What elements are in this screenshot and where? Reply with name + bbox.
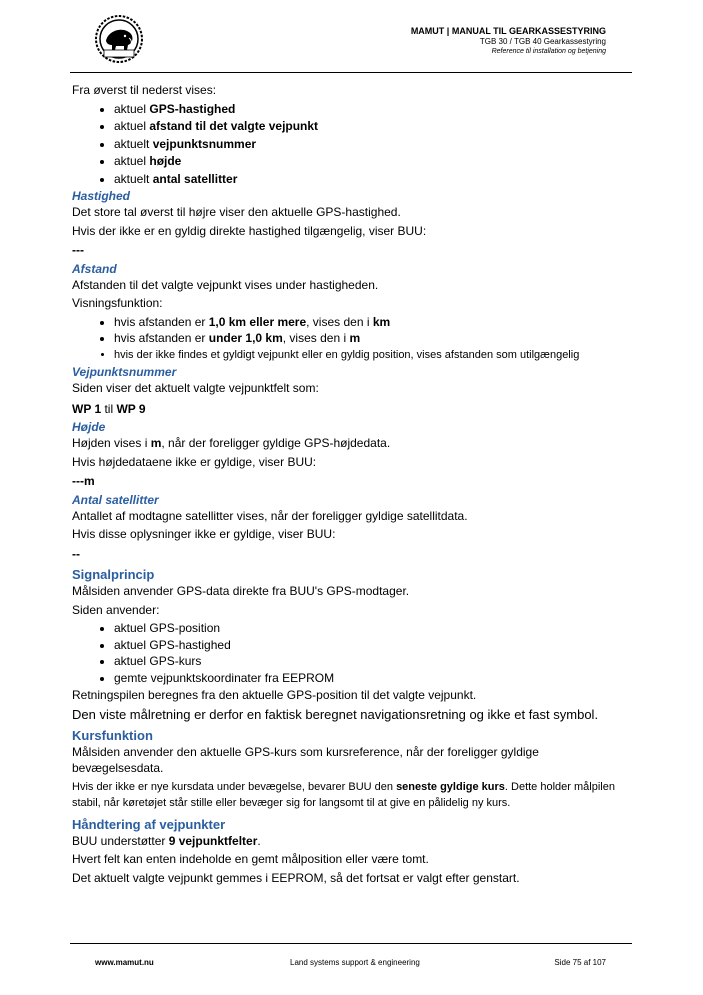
header-title: MAMUT | MANUAL TIL GEARKASSESTYRING	[410, 26, 606, 36]
code-value: ---m	[72, 474, 95, 488]
afstand-list	[72, 314, 632, 364]
paragraph: Siden anvender:	[72, 602, 160, 617]
intro-text: Fra øverst til nederst vises:	[72, 83, 217, 97]
paragraph: Hvert felt kan enten indeholde en gemt målposition eller være tomt.	[72, 852, 429, 866]
paragraph: Det aktuelt valgte vejpunkt gemmes i EEPROM, så det fortsat er valgt efter genstart.	[72, 870, 520, 885]
paragraph: Hvis disse oplysninger ikke er gyldige, viser BUU:	[72, 527, 336, 541]
paragraph: Retningspilen beregnes fra den aktuelle GPS-position til det valgte vejpunkt.	[72, 688, 477, 702]
list-item: • aktuel afstand til det valgte vejpunkt	[114, 118, 632, 135]
list-item: • aktuel GPS-kurs	[114, 653, 632, 670]
heading-afstand: Afstand	[72, 261, 117, 276]
code-value: ---	[72, 243, 84, 257]
heading-hastighed: Hastighed	[72, 189, 131, 203]
footer-tagline: Land systems support & engineering	[290, 958, 420, 967]
paragraph: Hvis der ikke er en gyldig direkte hastighed tilgængelig, viser BUU:	[72, 223, 427, 238]
paragraph: Det store tal øverst til højre viser den aktuelle GPS-hastighed.	[72, 205, 401, 219]
signal-list	[72, 620, 632, 686]
footer-page-number: Side 75 af 107	[554, 958, 606, 967]
paragraph: Siden viser det aktuelt valgte vejpunktfelt som:	[72, 381, 319, 395]
list-item: • hvis der ikke findes et gyldigt vejpunkt eller en gyldig position, vises afstanden som utilgængelig	[114, 347, 632, 364]
list-item: • aktuelt antal satellitter	[114, 171, 632, 188]
page-content	[72, 82, 632, 888]
paragraph: Hvis der ikke er nye kursdata under bevægelse, bevarer BUU den seneste gyldige kurs. Dette holder målpilen stabil, når køretøjet står stille eller bevæger sig for langsomt til at give en pålidelig ny kurs.	[72, 780, 615, 809]
paragraph: Målsiden anvender den aktuelle GPS-kurs som kursreference, når der foreligger gyldige bevægelsesdata.	[72, 744, 539, 775]
paragraph: Hvis højdedataene ikke er gyldige, viser BUU:	[72, 454, 317, 469]
paragraph: Målsiden anvender GPS-data direkte fra BUU's GPS-modtager.	[72, 584, 410, 598]
list-item: • aktuel GPS-hastighed	[114, 637, 632, 654]
paragraph: Den viste målretning er derfor en faktisk beregnet navigationsretning og ikke et fast symbol.	[72, 706, 599, 722]
paragraph: Antallet af modtagne satellitter vises, når der foreligger gyldige satellitdata.	[72, 508, 468, 523]
page-header	[0, 0, 703, 74]
paragraph: Højden vises i m, når der foreligger gyldige GPS-højdedata.	[72, 436, 391, 450]
list-item: • aktuel GPS-position	[114, 620, 632, 637]
list-item: • hvis afstanden er 1,0 km eller mere, vises den i km	[114, 314, 632, 331]
paragraph: Visningsfunktion:	[72, 296, 163, 310]
code-value: --	[72, 546, 80, 561]
paragraph: BUU understøtter 9 vejpunktfelter.	[72, 833, 261, 848]
list-item: • aktuel GPS-hastighed	[114, 101, 632, 118]
header-subtitle: TGB 30 / TGB 40 Gearkassestyring	[479, 37, 606, 46]
waypoint-range: WP 1 til WP 9	[72, 401, 146, 416]
heading-antal-satellitter: Antal satellitter	[72, 492, 159, 507]
list-item: • gemte vejpunktskoordinater fra EEPROM	[114, 670, 632, 687]
header-subtitle-2: Reference til installation og betjening	[491, 48, 606, 55]
list-item: • aktuel højde	[114, 153, 632, 170]
header-divider	[70, 72, 632, 73]
heading-hojde: Højde	[72, 420, 106, 434]
footer-divider	[70, 943, 632, 944]
heading-vejpunktsnummer: Vejpunktsnummer	[72, 365, 177, 379]
list-item: • aktuelt vejpunktsnummer	[114, 136, 632, 153]
list-item: • hvis afstanden er under 1,0 km, vises den i m	[114, 330, 632, 347]
heading-kursfunktion: Kursfunktion	[72, 727, 153, 743]
paragraph: Afstanden til det valgte vejpunkt vises under hastigheden.	[72, 277, 379, 292]
heading-signalprincip: Signalprincip	[72, 567, 155, 582]
mamut-logo	[94, 14, 144, 64]
display-list	[72, 101, 632, 188]
footer-website: www.mamut.nu	[95, 958, 154, 967]
heading-handtering-af-vejpunkter: Håndtering af vejpunkter	[72, 816, 226, 832]
